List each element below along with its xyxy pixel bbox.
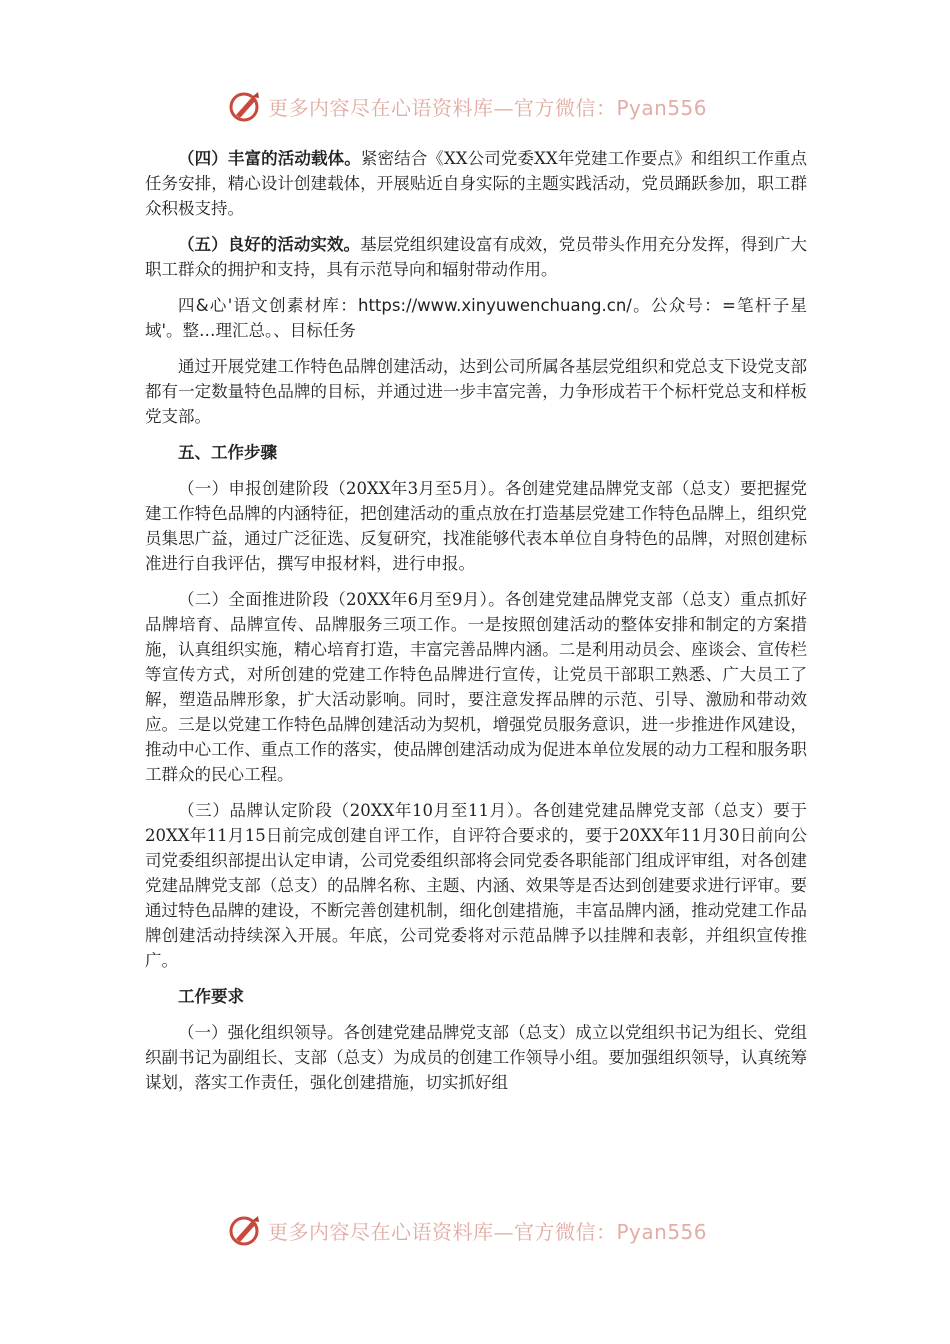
paragraph-requirement-1: （一）强化组织领导。各创建党建品牌党支部（总支）成立以党组织书记为组长、党组织副书记为副组长、支部（总支）为成员的创建工作领导小组。要加强组织领导，认真统筹谋划，落实工作责任，强化创建措施，切实抓好组 — [145, 1023, 807, 1092]
banner-label: 更多内容尽在心语资料库—官方微信： — [268, 1219, 617, 1244]
paragraph-text: 紧密结合《XX公司党委XX年党建工作要点》和组织工作重点任务安排，精心设计创建载体，开展贴近自身实际的主题实践活动，党员踊跃参加，职工群众积极支持。 — [145, 149, 807, 218]
pen-logo-icon — [228, 89, 262, 123]
paragraph-lead: （四）丰富的活动载体。 — [178, 149, 361, 168]
footer-banner — [228, 1212, 728, 1248]
document-body — [145, 146, 807, 1106]
wechat-id: Pyan556 — [616, 95, 708, 120]
pen-logo-icon — [228, 1213, 262, 1247]
header-banner — [228, 88, 728, 124]
section-heading-steps: 五、工作步骤 — [178, 443, 277, 462]
paragraph-goals-title: 四&心'语文创素材库：https://www.xinyuwenchuang.cn/。公众号：=笔杆子星域'。整…理汇总。、目标任务 — [145, 296, 807, 340]
paragraph-activity-carrier — [145, 146, 807, 221]
wechat-id: Pyan556 — [616, 1219, 708, 1244]
banner-label: 更多内容尽在心语资料库—官方微信： — [268, 95, 617, 120]
banner-text — [268, 1216, 707, 1245]
paragraph-activity-effect — [145, 232, 807, 282]
banner-text — [268, 92, 707, 121]
section-heading-requirements: 工作要求 — [178, 987, 244, 1006]
paragraph-step-1: （一）申报创建阶段（20XX年3月至5月）。各创建党建品牌党支部（总支）要把握党建工作特色品牌的内涵特征，把创建活动的重点放在打造基层党建工作特色品牌上，组织党员集思广益，通过广泛征选、反复研究，找准能够代表本单位自身特色的品牌，对照创建标准进行自我评估，撰写申报材料，进行申报。 — [145, 479, 807, 573]
paragraph-step-2: （二）全面推进阶段（20XX年6月至9月）。各创建党建品牌党支部（总支）重点抓好品牌培育、品牌宣传、品牌服务三项工作。一是按照创建活动的整体安排和制定的方案措施，认真组织实施，精心培育打造，丰富完善品牌内涵。二是利用动员会、座谈会、宣传栏等宣传方式，对所创建的党建工作特色品牌进行宣传，让党员干部职工熟悉、广大员工了解，塑造品牌形象，扩大活动影响。同时，要注意发挥品牌的示范、引导、激励和带动效应。三是以党建工作特色品牌创建活动为契机，增强党员服务意识，进一步推进作风建设，推动中心工作、重点工作的落实，使品牌创建活动成为促进本单位发展的动力工程和服务职工群众的民心工程。 — [145, 590, 807, 784]
paragraph-text: 基层党组织建设富有成效，党员带头作用充分发挥，得到广大职工群众的拥护和支持，具有示范导向和辐射带动作用。 — [145, 235, 808, 279]
paragraph-step-3: （三）品牌认定阶段（20XX年10月至11月）。各创建党建品牌党支部（总支）要于20XX年11月15日前完成创建自评工作，自评符合要求的，要于20XX年11月30日前向公司党委组织部提出认定申请，公司党委组织部将会同党委各职能部门组成评审组，对各创建党建品牌党支部（总支）的品牌名称、主题、内涵、效果等是否达到创建要求进行评审。要通过特色品牌的建设，不断完善创建机制，细化创建措施，丰富品牌内涵，推动党建工作品牌创建活动持续深入开展。年底，公司党委将对示范品牌予以挂牌和表彰，并组织宣传推广。 — [145, 801, 807, 970]
paragraph-goals: 通过开展党建工作特色品牌创建活动，达到公司所属各基层党组织和党总支下设党支部都有一定数量特色品牌的目标，并通过进一步丰富完善，力争形成若干个标杆党总支和样板党支部。 — [145, 357, 807, 426]
paragraph-lead: （五）良好的活动实效。 — [178, 235, 361, 254]
